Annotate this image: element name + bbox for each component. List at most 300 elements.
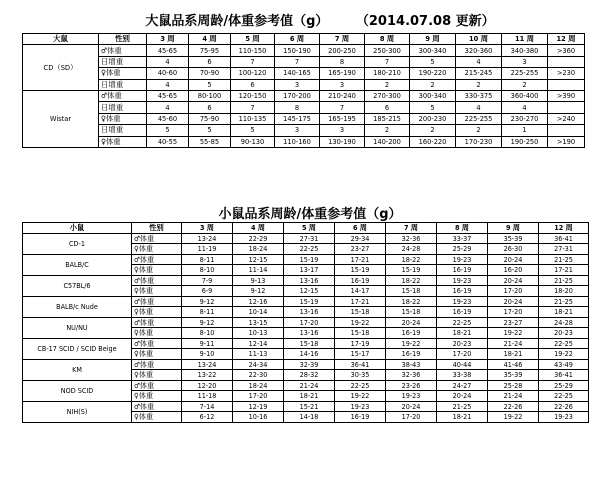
weight-value: 19-23	[386, 391, 437, 402]
weight-value: 14-18	[284, 412, 335, 423]
weight-value: 100-120	[231, 68, 275, 79]
column-header: 6 周	[275, 34, 320, 45]
row-label: ♂体重	[132, 233, 182, 244]
weight-value: 360-400	[502, 90, 548, 101]
weight-value: 20-24	[386, 401, 437, 412]
weight-value: 19-23	[335, 401, 386, 412]
weight-value: 21-25	[539, 254, 589, 265]
weight-value: 33-37	[437, 233, 488, 244]
weight-value: 11-18	[182, 391, 233, 402]
weight-value: 32-39	[284, 359, 335, 370]
table-row	[23, 90, 585, 101]
weight-value: 140-165	[275, 68, 320, 79]
column-header: 6 周	[335, 223, 386, 234]
weight-value: 9-12	[182, 296, 233, 307]
weight-value: 16-19	[335, 412, 386, 423]
table-row	[23, 338, 589, 349]
weight-value: 17-20	[284, 317, 335, 328]
row-label: ♂体重	[132, 317, 182, 328]
weight-value: 7	[320, 102, 365, 113]
weight-value: 18-21	[539, 307, 589, 318]
column-header: 10 周	[456, 34, 502, 45]
weight-value: 13-15	[233, 317, 284, 328]
weight-value: 7-14	[182, 401, 233, 412]
weight-value: 200-230	[410, 113, 456, 124]
weight-value: 25-28	[488, 380, 539, 391]
row-label: ♂体重	[132, 254, 182, 265]
weight-value: 19-22	[386, 338, 437, 349]
weight-value: 225-255	[456, 113, 502, 124]
weight-value: >230	[548, 68, 585, 79]
weight-value: 7	[275, 56, 320, 67]
row-label: ♀体重	[132, 265, 182, 276]
weight-value: 18-21	[437, 412, 488, 423]
weight-value: 22-25	[335, 380, 386, 391]
strain-name: Wistar	[23, 90, 99, 147]
weight-value: 18-21	[437, 328, 488, 339]
weight-value: 45-60	[147, 113, 189, 124]
weight-value: 22-25	[539, 391, 589, 402]
column-header: 12 周	[539, 223, 589, 234]
weight-value	[548, 125, 585, 136]
weight-value: 18-20	[539, 286, 589, 297]
weight-value: 22-25	[284, 244, 335, 255]
weight-value: 10-13	[233, 328, 284, 339]
weight-value: 13-24	[182, 359, 233, 370]
weight-value: 9-12	[233, 286, 284, 297]
weight-value: 45-65	[147, 45, 189, 56]
weight-value: 13-16	[284, 275, 335, 286]
weight-value: 170-200	[275, 90, 320, 101]
weight-value: 18-22	[386, 275, 437, 286]
weight-value: 15-19	[386, 265, 437, 276]
weight-value: 7	[365, 56, 410, 67]
column-header: 性别	[99, 34, 147, 45]
weight-value: 17-20	[233, 391, 284, 402]
weight-value: 2	[365, 125, 410, 136]
table-row	[23, 102, 585, 113]
weight-value: 17-20	[386, 412, 437, 423]
weight-value: 10-16	[233, 412, 284, 423]
weight-value: 20-23	[437, 338, 488, 349]
row-label: ♀体重	[132, 286, 182, 297]
mouse-table-title	[0, 203, 600, 222]
weight-value: 13-16	[284, 328, 335, 339]
weight-value: 15-18	[284, 338, 335, 349]
row-label: 日增重	[99, 125, 147, 136]
rat-title-text: 大鼠品系周龄/体重参考值（g）	[145, 14, 329, 29]
weight-value: >390	[548, 90, 585, 101]
column-header: 9 周	[488, 223, 539, 234]
weight-value: 20-23	[539, 328, 589, 339]
row-label: ♂体重	[132, 275, 182, 286]
weight-value: 32-36	[386, 370, 437, 381]
weight-value: 35-39	[488, 370, 539, 381]
weight-value: 24-27	[437, 380, 488, 391]
weight-value: 19-22	[488, 328, 539, 339]
weight-value: 15-18	[386, 286, 437, 297]
column-header: 5 周	[231, 34, 275, 45]
weight-value: 15-19	[335, 265, 386, 276]
weight-value: 15-18	[335, 328, 386, 339]
weight-value: 23-26	[386, 380, 437, 391]
weight-value: 36-41	[539, 233, 589, 244]
weight-value: 330-375	[456, 90, 502, 101]
weight-value: >240	[548, 113, 585, 124]
strain-name: NU/NU	[23, 317, 132, 338]
weight-value: 12-16	[233, 296, 284, 307]
weight-value: 19-22	[335, 391, 386, 402]
weight-value: 11-13	[233, 349, 284, 360]
weight-value: 21-25	[539, 296, 589, 307]
row-label: 日增重	[99, 79, 147, 90]
weight-value: 19-23	[437, 254, 488, 265]
mouse-title-text: 小鼠品系周龄/体重参考值（g）	[218, 207, 402, 222]
weight-value: 8-10	[182, 265, 233, 276]
weight-value: 215-245	[456, 68, 502, 79]
weight-value: 6-9	[182, 286, 233, 297]
weight-value: 5	[189, 79, 231, 90]
weight-value: >360	[548, 45, 585, 56]
weight-value: 150-190	[275, 45, 320, 56]
weight-value: 17-21	[335, 254, 386, 265]
weight-value: 320-360	[456, 45, 502, 56]
table-row	[23, 125, 585, 136]
weight-value: 26-30	[488, 244, 539, 255]
weight-value: 18-24	[233, 380, 284, 391]
column-header: 性别	[132, 223, 182, 234]
column-header: 4 周	[189, 34, 231, 45]
weight-value: 2	[502, 79, 548, 90]
weight-value: 6-12	[182, 412, 233, 423]
weight-value: 190-220	[410, 68, 456, 79]
weight-value: 20-24	[488, 296, 539, 307]
row-label: ♀体重	[132, 328, 182, 339]
weight-value	[548, 102, 585, 113]
weight-value: 18-22	[386, 254, 437, 265]
weight-value: 15-21	[284, 401, 335, 412]
weight-value: 225-255	[502, 68, 548, 79]
weight-value: 270-300	[365, 90, 410, 101]
column-header: 7 周	[386, 223, 437, 234]
row-label: ♂体重	[99, 90, 147, 101]
weight-value: 18-21	[284, 391, 335, 402]
weight-value: 35-39	[488, 233, 539, 244]
weight-value: 22-25	[437, 317, 488, 328]
mouse-header-row	[23, 223, 589, 234]
weight-value: 170-230	[456, 136, 502, 147]
weight-value: 4	[456, 102, 502, 113]
row-label: ♂体重	[132, 380, 182, 391]
weight-value: 13-24	[182, 233, 233, 244]
weight-value: 3	[502, 56, 548, 67]
weight-value: 8-11	[182, 307, 233, 318]
strain-name: NOD SCID	[23, 380, 132, 401]
table-row	[23, 401, 589, 412]
weight-value: 13-16	[284, 307, 335, 318]
weight-value: 4	[502, 102, 548, 113]
weight-value: 12-20	[182, 380, 233, 391]
weight-value: 6	[189, 56, 231, 67]
weight-value: 10-14	[233, 307, 284, 318]
weight-value: 18-24	[233, 244, 284, 255]
weight-value: 22-30	[233, 370, 284, 381]
column-header: 大鼠	[23, 34, 99, 45]
weight-value: 3	[275, 125, 320, 136]
weight-value: 40-55	[147, 136, 189, 147]
row-label: ♀体重	[132, 391, 182, 402]
weight-value: 300-340	[410, 45, 456, 56]
weight-value: 16-19	[386, 328, 437, 339]
row-label: ♀体重	[99, 136, 147, 147]
table-row	[23, 56, 585, 67]
weight-value: 2	[410, 79, 456, 90]
row-label: ♂体重	[132, 401, 182, 412]
weight-value: 55-85	[189, 136, 231, 147]
row-label: ♂体重	[132, 359, 182, 370]
weight-value: 4	[147, 79, 189, 90]
row-label: ♀体重	[132, 412, 182, 423]
weight-value: 110-135	[231, 113, 275, 124]
weight-value: 20-24	[437, 391, 488, 402]
weight-value: 185-215	[365, 113, 410, 124]
column-header: 3 周	[147, 34, 189, 45]
weight-value: 40-60	[147, 68, 189, 79]
weight-value: 5	[231, 125, 275, 136]
weight-value: 2	[365, 79, 410, 90]
weight-value: 5	[147, 125, 189, 136]
table-row	[23, 113, 585, 124]
weight-value: 9-13	[233, 275, 284, 286]
weight-value: 7-9	[182, 275, 233, 286]
weight-value: 8-11	[182, 254, 233, 265]
weight-value: 7	[231, 56, 275, 67]
weight-value: 38-43	[386, 359, 437, 370]
table-row	[23, 233, 589, 244]
weight-value: 15-18	[386, 307, 437, 318]
weight-value: 21-24	[284, 380, 335, 391]
weight-value: 230-270	[502, 113, 548, 124]
weight-value: 14-16	[284, 349, 335, 360]
weight-value: 16-19	[437, 286, 488, 297]
weight-value: 11-19	[182, 244, 233, 255]
weight-value: 165-190	[320, 68, 365, 79]
weight-value: 110-150	[231, 45, 275, 56]
weight-value: 27-31	[539, 244, 589, 255]
row-label: ♂体重	[132, 296, 182, 307]
weight-value: 19-22	[539, 349, 589, 360]
weight-value: 19-22	[488, 412, 539, 423]
weight-value: 6	[231, 79, 275, 90]
weight-value: 16-19	[386, 349, 437, 360]
table-row	[23, 296, 589, 307]
strain-name: KM	[23, 359, 132, 380]
weight-value: 22-26	[539, 401, 589, 412]
weight-value: 70-90	[189, 68, 231, 79]
weight-value: 21-25	[539, 275, 589, 286]
weight-value: 120-150	[231, 90, 275, 101]
table-row	[23, 68, 585, 79]
row-label: ♂体重	[132, 338, 182, 349]
weight-value: 15-17	[335, 349, 386, 360]
weight-value: 130-190	[320, 136, 365, 147]
strain-name: CD-1	[23, 233, 132, 254]
row-label: ♀体重	[99, 68, 147, 79]
weight-value: 18-22	[386, 296, 437, 307]
weight-value: 17-21	[335, 296, 386, 307]
weight-value: 160-220	[410, 136, 456, 147]
weight-value: 145-175	[275, 113, 320, 124]
weight-value: 15-18	[335, 307, 386, 318]
weight-value: 36-41	[335, 359, 386, 370]
weight-value: 4	[456, 56, 502, 67]
table-row	[23, 254, 589, 265]
weight-value: >190	[548, 136, 585, 147]
weight-value: 20-24	[386, 317, 437, 328]
weight-value: 8	[320, 56, 365, 67]
row-label: ♀体重	[132, 244, 182, 255]
weight-value: 5	[189, 125, 231, 136]
weight-value: 140-200	[365, 136, 410, 147]
weight-value: 20-24	[488, 254, 539, 265]
weight-value: 30-35	[335, 370, 386, 381]
column-header: 小鼠	[23, 223, 132, 234]
weight-value: 190-250	[502, 136, 548, 147]
weight-value: 25-29	[539, 380, 589, 391]
weight-value: 1	[502, 125, 548, 136]
weight-value: 300-340	[410, 90, 456, 101]
weight-value: 24-28	[539, 317, 589, 328]
weight-value: 4	[147, 56, 189, 67]
column-header: 4 周	[233, 223, 284, 234]
weight-value: 4	[147, 102, 189, 113]
strain-name: BALB/C	[23, 254, 132, 275]
weight-value: 16-20	[488, 265, 539, 276]
weight-value	[548, 56, 585, 67]
table-row	[23, 136, 585, 147]
strain-name: C57BL/6	[23, 275, 132, 296]
row-label: ♀体重	[132, 349, 182, 360]
weight-value: 21-24	[488, 338, 539, 349]
table-row	[23, 380, 589, 391]
weight-value: 43-49	[539, 359, 589, 370]
weight-value: 22-26	[488, 401, 539, 412]
weight-value: 75-95	[189, 45, 231, 56]
weight-value: 9-10	[182, 349, 233, 360]
weight-value: 15-19	[284, 254, 335, 265]
weight-value: 36-41	[539, 370, 589, 381]
weight-value: 3	[320, 125, 365, 136]
weight-value: 2	[456, 125, 502, 136]
weight-value: 16-19	[335, 275, 386, 286]
column-header: 12 周	[548, 34, 585, 45]
weight-value: 8-10	[182, 328, 233, 339]
strain-name: CB-17 SCID / SCID Beige	[23, 338, 132, 359]
weight-value: 6	[365, 102, 410, 113]
column-header: 8 周	[437, 223, 488, 234]
weight-value: 9-12	[182, 317, 233, 328]
column-header: 3 周	[182, 223, 233, 234]
weight-value: 12-15	[233, 254, 284, 265]
weight-value: 17-21	[539, 265, 589, 276]
weight-value: 40-44	[437, 359, 488, 370]
weight-value: 13-22	[182, 370, 233, 381]
weight-value: 25-29	[437, 244, 488, 255]
weight-value: 13-17	[284, 265, 335, 276]
weight-value: 110-160	[275, 136, 320, 147]
weight-value: 6	[189, 102, 231, 113]
weight-value: 3	[275, 79, 320, 90]
update-date: （2014.07.08 更新）	[362, 14, 495, 29]
weight-value: 180-210	[365, 68, 410, 79]
rat-header-row	[23, 34, 585, 45]
weight-value: 17-19	[335, 338, 386, 349]
weight-value: 23-27	[335, 244, 386, 255]
weight-value: 22-29	[233, 233, 284, 244]
row-label: ♂体重	[99, 45, 147, 56]
column-header: 5 周	[284, 223, 335, 234]
weight-value: 24-28	[386, 244, 437, 255]
weight-value: 15-19	[284, 296, 335, 307]
strain-name: BALB/c Nude	[23, 296, 132, 317]
weight-value: 250-300	[365, 45, 410, 56]
weight-value: 17-20	[488, 307, 539, 318]
weight-value: 5	[410, 56, 456, 67]
row-label: ♀体重	[132, 370, 182, 381]
mouse-weight-table	[22, 222, 589, 423]
row-label: 日增重	[99, 102, 147, 113]
row-label: 日增重	[99, 56, 147, 67]
weight-value: 19-23	[437, 275, 488, 286]
weight-value: 2	[410, 125, 456, 136]
weight-value: 16-19	[437, 265, 488, 276]
weight-value: 8	[275, 102, 320, 113]
weight-value: 16-19	[437, 307, 488, 318]
weight-value: 7	[231, 102, 275, 113]
weight-value: 27-31	[284, 233, 335, 244]
weight-value: 165-195	[320, 113, 365, 124]
weight-value: 11-14	[233, 265, 284, 276]
rat-table-title	[0, 10, 600, 29]
weight-value: 19-23	[437, 296, 488, 307]
weight-value: 80-100	[189, 90, 231, 101]
column-header: 11 周	[502, 34, 548, 45]
weight-value: 21-24	[488, 391, 539, 402]
weight-value: 24-34	[233, 359, 284, 370]
weight-value: 23-27	[488, 317, 539, 328]
weight-value: 18-21	[488, 349, 539, 360]
table-row	[23, 45, 585, 56]
weight-value: 90-130	[231, 136, 275, 147]
column-header: 7 周	[320, 34, 365, 45]
table-row	[23, 359, 589, 370]
weight-value: 17-20	[437, 349, 488, 360]
weight-value: 29-34	[335, 233, 386, 244]
weight-value: 41-46	[488, 359, 539, 370]
weight-value: 340-380	[502, 45, 548, 56]
weight-value	[548, 79, 585, 90]
weight-value: 12-14	[233, 338, 284, 349]
weight-value: 75-90	[189, 113, 231, 124]
table-row	[23, 317, 589, 328]
weight-value: 17-20	[488, 286, 539, 297]
weight-value: 12-15	[284, 286, 335, 297]
weight-value: 32-36	[386, 233, 437, 244]
weight-value: 12-19	[233, 401, 284, 412]
table-row	[23, 275, 589, 286]
row-label: ♀体重	[132, 307, 182, 318]
column-header: 8 周	[365, 34, 410, 45]
